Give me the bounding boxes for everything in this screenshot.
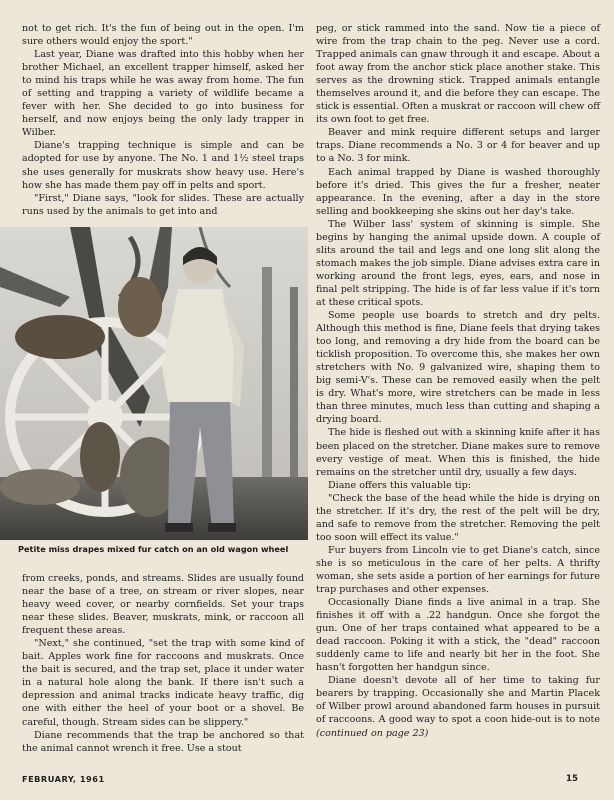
right-column [316,22,600,740]
paragraph: Diane doesn't devote all of her time to taking fur bearers by trapping. Occasionally she and Martin Placek of Wilber prowl around abandoned farm houses in pursuit of raccoons. A good way to spot a coon hide-out is to note (continued on page 23) [316,675,600,739]
photo-caption: Petite miss drapes mixed fur catch on an old wagon wheel [18,544,289,554]
paragraph: peg, or stick rammed into the sand. Now tie a piece of wire from the trap chain to the peg. Never use a cord. Trapped animals can gnaw through it and escape. About a foot away from the anchor stick place another stake. This serves as the drowning stick. Trapped animals entangle themselves around it, and die before they can escape. The stick is essential. Often a muskrat or raccoon will chew off its own foot to get free. [316,23,600,126]
paragraph: Fur buyers from Lincoln vie to get Diane's catch, since she is so meticulous in the care of her pelts. A thrifty woman, she sets aside a portion of her earnings for future trap purchases and other expenses. [316,544,600,596]
page-number: 15 [566,774,578,784]
paragraph: Occasionally Diane finds a live animal in a trap. She finishes it off with a .22 handgun. Once she forgot the gun. One of her traps contained what appeared to be a dead raccoon. Poking it with a stick, the "dead" raccoon suddenly came to life and nearly bit her in the foot. She hasn't forgotten her handgun since. [316,597,600,674]
paragraph: from creeks, ponds, and streams. Slides are usually found near the base of a tree, on stream or river slopes, near heavy weed cover, or nearby cornfields. Set your traps near these slides. Beaver, muskrats, mink, or raccoon all frequent these areas. [22,573,304,637]
paragraph: Beaver and mink require different setups and larger traps. Diane recommends a No. 3 or 4 for beaver and up to a No. 3 for mink. [316,127,600,165]
paragraph: Last year, Diane was drafted into this hobby when her brother Michael, an excellent trapper himself, asked her to mind his traps while he was away from home. The fun of setting and trapping a variety of wildlife became a fever with her. She decided to go into business for herself, and now enjoys being the only lady trapper in Wilber. [22,49,304,139]
paragraph: Each animal trapped by Diane is washed thoroughly before it's dried. This gives the fur a fresher, neater appearance. In the evening, after a day in the store selling and bookkeeping she skins out her day's take. [316,166,600,217]
paragraph: "First," Diane says, "look for slides. These are actually runs used by the animals to get into and [22,192,304,217]
paragraph: Some people use boards to stretch and dry pelts. Although this method is fine, Diane feels that drying takes too long, and removing a dry hide from the board can be ticklish proposition. To overcome this, she makes her own stretchers with No. 9 galvanized wire, shaping them to big semi-V's. These can be removed easily when the pelt is dry. What's more, wire stretchers can be made in less than three minutes, much less than cutting and shaping a drying board. [316,310,600,426]
paragraph: not to get rich. It's the fun of being out in the open. I'm sure others would enjoy the sport." [22,23,304,48]
paragraph: Diane's trapping technique is simple and can be adopted for use by anyone. The No. 1 and 1½ steel traps she uses generally for muskrats show heavy use. Here's how she has made them pay off in pelts and sport. [22,140,304,191]
paragraph: "Next," she continued, "set the trap with some kind of bait. Apples work fine for raccoons and muskrats. Once the bait is secured, and the trap set, place it under water in a natural hole along the bank. If there isn't such a depression and animal tracks indicate heavy traffic, dig one with either the heel of your boot or a shovel. Be careful, though. Stream sides can be slippery." [22,638,304,728]
paragraph: "Check the base of the head while the hide is drying on the stretcher. If it's dry, the rest of the pelt will be dry, and safe to remove from the stretcher. Removing the pelt too soon will effect its value." [316,492,600,543]
continued-reference: (continued on page 23) [316,727,429,739]
left-column-top [22,22,304,218]
issue-date: FEBRUARY, 1961 [22,774,105,784]
left-column-bottom [22,572,304,755]
paragraph: Diane recommends that the trap be anchored so that the animal cannot wrench it free. Use a stout [22,729,304,754]
paragraph: The Wilber lass' system of skinning is simple. She begins by hanging the animal upside down. A couple of slits around the tail and legs and one long slit along the stomach makes the job simple. Diane advises extra care in working around the front legs, eyes, ears, and nose in final pelt stripping. The hide is of far less value if it's torn at these critical spots. [316,218,600,308]
paragraph: The hide is fleshed out with a skinning knife after it has been placed on the stretcher. Diane makes sure to remove every vestige of meat. When this is finished, the hide remains on the stretcher until dry, usually a few days. [316,427,600,478]
paragraph: Diane offers this valuable tip: [328,479,471,491]
photo-woman-with-furs-on-wagon-wheel [0,227,308,540]
